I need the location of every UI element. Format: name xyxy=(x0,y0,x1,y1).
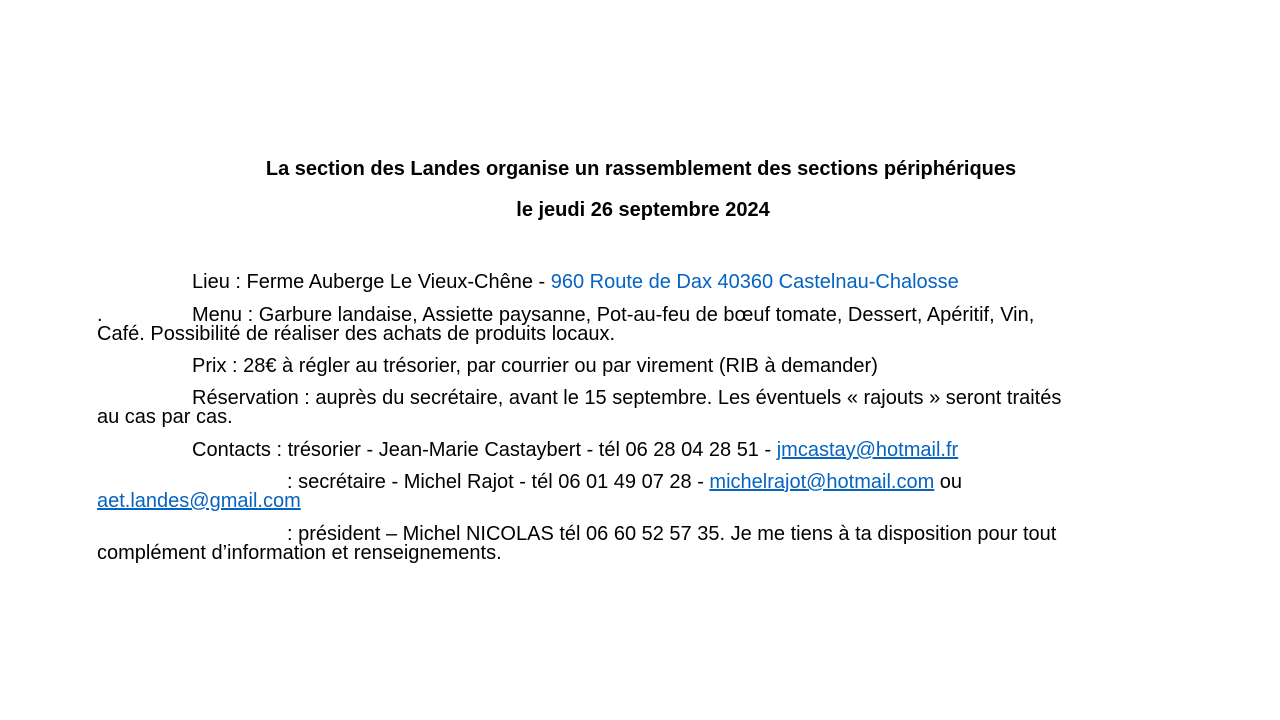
reservation-line2: au cas par cas. xyxy=(97,406,233,428)
menu-paragraph xyxy=(97,306,1247,344)
reservation-paragraph xyxy=(97,389,1247,427)
page-title: La section des Landes organise un rassemblement des sections périphériques xyxy=(265,158,1017,180)
secretaire-email-link[interactable]: michelrajot@hotmail.com xyxy=(709,471,935,493)
contacts-president xyxy=(97,525,1247,563)
reservation-line1: Réservation : auprès du secrétaire, avant le 15 septembre. Les éventuels « rajouts » seront traités xyxy=(192,387,1062,409)
lieu-label: Lieu : Ferme Auberge Le Vieux-Chêne - xyxy=(192,271,551,293)
lieu-address: 960 Route de Dax 40360 Castelnau-Chalosse xyxy=(550,271,959,293)
stray-dot: . xyxy=(97,304,103,326)
tresorier-email-link[interactable]: jmcastay@hotmail.fr xyxy=(776,439,959,461)
prix-paragraph xyxy=(97,357,1247,376)
event-date: le jeudi 26 septembre 2024 xyxy=(516,199,770,221)
contacts-secretaire xyxy=(97,473,1247,511)
president-line2: complément d’information et renseignements. xyxy=(97,542,502,564)
secretaire-ou: ou xyxy=(934,471,963,493)
section-email-link[interactable]: aet.landes@gmail.com xyxy=(97,490,301,512)
lieu-paragraph xyxy=(97,273,1247,292)
secretaire-text: : secrétaire - Michel Rajot - tél 06 01 49 07 28 - xyxy=(287,471,710,493)
menu-line2: Café. Possibilité de réaliser des achats de produits locaux. xyxy=(97,323,616,345)
contacts-tresorier xyxy=(97,441,1247,460)
prix-text: Prix : 28€ à régler au trésorier, par courrier ou par virement (RIB à demander) xyxy=(192,355,878,377)
tresorier-text: Contacts : trésorier - Jean-Marie Castaybert - tél 06 28 04 28 51 - xyxy=(192,439,777,461)
menu-line1: Menu : Garbure landaise, Assiette paysanne, Pot-au-feu de bœuf tomate, Dessert, Apéritif, Vin, xyxy=(192,304,1035,326)
president-line1: : président – Michel NICOLAS tél 06 60 52 57 35. Je me tiens à ta disposition pour tout xyxy=(287,523,1057,545)
